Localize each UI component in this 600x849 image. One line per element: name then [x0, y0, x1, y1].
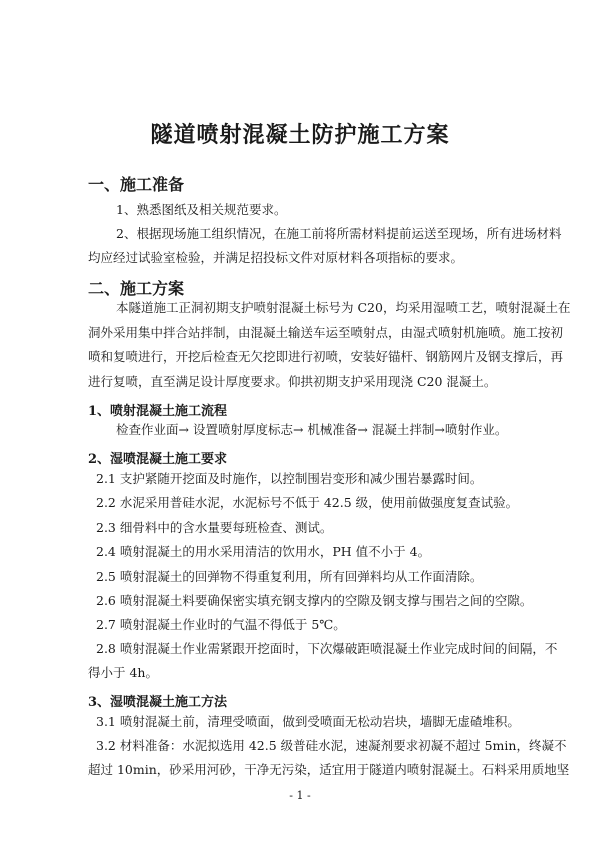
list-item: 3.2 材料准备：水泥拟选用 42.5 级普硅水泥，速凝剂要求初凝不超过 5min，终凝不	[96, 738, 567, 753]
section-heading-plan: 二、施工方案	[88, 279, 185, 298]
paragraph: 进行复喷，直至满足设计厚度要求。仰拱初期支护采用现浇 C20 混凝土。	[88, 374, 497, 389]
paragraph: 2、根据现场施工组织情况，在施工前将所需材料提前运送至现场，所有进场材料	[116, 226, 562, 241]
paragraph: 检查作业面→ 设置喷射厚度标志→ 机械准备→ 混凝土拌制→喷射作业。	[116, 422, 508, 437]
list-item: 得小于 4h。	[88, 665, 158, 680]
subsection-heading: 2、湿喷混凝土施工要求	[88, 452, 228, 467]
list-item: 2.7 喷射混凝土作业时的气温不得低于 5℃。	[96, 617, 346, 632]
subsection-heading: 3、湿喷混凝土施工方法	[88, 695, 228, 710]
paragraph: 喷和复喷进行，开挖后检查无欠挖即进行初喷，安装好锚杆、钢筋网片及钢支撑后，再	[88, 349, 564, 364]
list-item: 2.3 细骨料中的含水量要每班检查、测试。	[96, 520, 333, 535]
list-item: 2.8 喷射混凝土作业需紧跟开挖面时，下次爆破距喷混凝土作业完成时间的间隔，不	[96, 641, 558, 656]
paragraph: 洞外采用集中拌合站拌制，由混凝土输送车运至喷射点，由湿式喷射机施喷。施工按初	[88, 325, 564, 340]
paragraph: 本隧道施工正洞初期支护喷射混凝土标号为 C20，均采用湿喷工艺，喷射混凝土在	[116, 300, 571, 315]
subsection-heading: 1、喷射混凝土施工流程	[88, 404, 228, 419]
list-item: 2.1 支护紧随开挖面及时施作，以控制围岩变形和减少围岩暴露时间。	[96, 471, 483, 486]
page-number: - 1 -	[289, 789, 311, 802]
list-item: 3.1 喷射混凝土前，清理受喷面，做到受喷面无松动岩块，墙脚无虚碴堆积。	[96, 714, 520, 729]
paragraph: 均应经过试验室检验，并满足招投标文件对原材料各项指标的要求。	[88, 250, 464, 265]
list-item: 2.2 水泥采用普硅水泥，水泥标号不低于 42.5 级，使用前做强度复查试验。	[96, 495, 519, 510]
document-title: 隧道喷射混凝土防护施工方案	[150, 122, 450, 148]
list-item: 2.6 喷射混凝土料要确保密实填充钢支撑内的空隙及钢支撑与围岩之间的空隙。	[96, 593, 533, 608]
list-item: 超过 10min，砂采用河砂，干净无污染，适宜用于隧道内喷射混凝土。石料采用质地坚	[88, 762, 570, 777]
paragraph: 1、熟悉图纸及相关规范要求。	[116, 202, 287, 217]
list-item: 2.4 喷射混凝土的用水采用清洁的饮用水，PH 值不小于 4。	[96, 544, 431, 559]
list-item: 2.5 喷射混凝土的回弹物不得重复利用，所有回弹料均从工作面清除。	[96, 569, 483, 584]
section-heading-preparation: 一、施工准备	[88, 175, 185, 194]
